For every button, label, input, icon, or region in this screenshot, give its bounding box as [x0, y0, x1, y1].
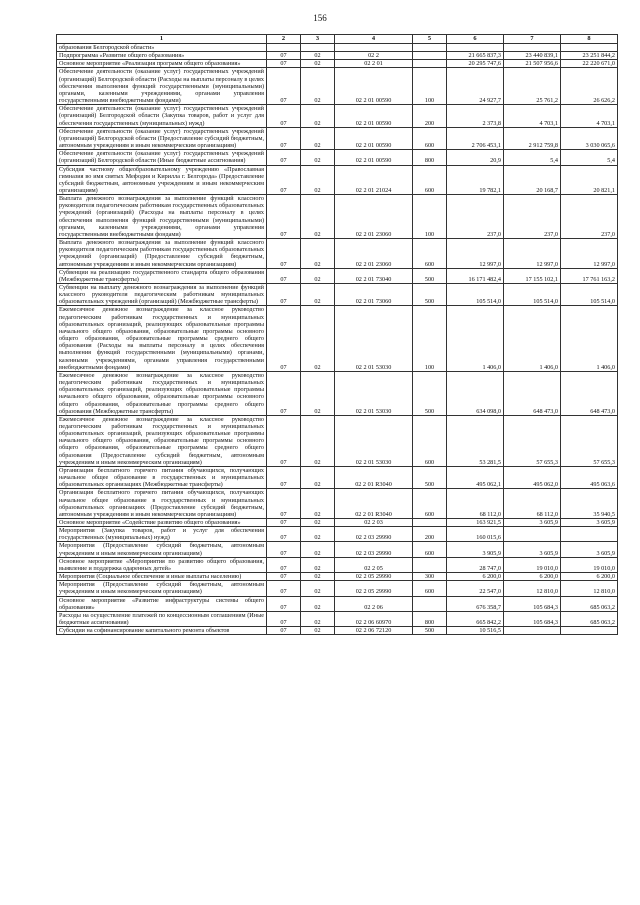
- amount-year-1: 53 281,5: [447, 415, 504, 466]
- table-row: [57, 542, 618, 557]
- amount-year-1: 16 171 482,4: [447, 268, 504, 283]
- section-code: 07: [267, 60, 301, 68]
- subsection-code: 02: [301, 150, 335, 165]
- table-row: [57, 68, 618, 105]
- subsection-code: 02: [301, 581, 335, 596]
- amount-year-2: 19 010,0: [504, 557, 561, 572]
- column-header: 4: [335, 35, 413, 44]
- section-code: 07: [267, 105, 301, 127]
- amount-year-1: 665 842,2: [447, 611, 504, 626]
- expense-type-code: 600: [413, 165, 447, 195]
- row-name: Основное мероприятие «Реализация программ общего образования»: [57, 60, 267, 68]
- amount-year-2: 12 997,0: [504, 239, 561, 269]
- row-name: Мероприятия (Предоставление субсидий бюджетным, автономным учреждениям и иным некоммерческим организациям): [57, 542, 267, 557]
- section-code: 07: [267, 573, 301, 581]
- subsection-code: 02: [301, 466, 335, 488]
- subsection-code: 02: [301, 557, 335, 572]
- header-row: [57, 35, 618, 44]
- row-name: Выплата денежного вознаграждения за выполнение функций классного руководителя педагогическим работникам государственных образовательных учреждений (организаций) (Предоставление субсидий бюджетным, автономным учреждениям и иным некоммерческим организациям): [57, 239, 267, 269]
- budget-table: [56, 34, 618, 635]
- subsection-code: 02: [301, 596, 335, 611]
- subsection-code: 02: [301, 268, 335, 283]
- amount-year-1: 160 015,6: [447, 527, 504, 542]
- target-article-code: 02 2 01 53030: [335, 371, 413, 415]
- table-row: [57, 527, 618, 542]
- target-article-code: 02 2 01 00590: [335, 150, 413, 165]
- amount-year-2: 25 761,2: [504, 68, 561, 105]
- amount-year-3: 12 997,0: [561, 239, 618, 269]
- expense-type-code: [413, 52, 447, 60]
- amount-year-1: 105 514,0: [447, 284, 504, 306]
- amount-year-2: 3 605,9: [504, 519, 561, 527]
- section-code: 07: [267, 627, 301, 635]
- row-name: Основное мероприятие «Содействие развитию общего образования»: [57, 519, 267, 527]
- table-row: [57, 239, 618, 269]
- expense-type-code: 200: [413, 105, 447, 127]
- row-name: Субвенции на реализацию государственного стандарта общего образования (Межбюджетные трансферты): [57, 268, 267, 283]
- section-code: 07: [267, 239, 301, 269]
- section-code: 07: [267, 68, 301, 105]
- expense-type-code: [413, 519, 447, 527]
- subsection-code: 02: [301, 165, 335, 195]
- amount-year-1: 495 062,1: [447, 466, 504, 488]
- amount-year-2: 105 684,3: [504, 596, 561, 611]
- table-row: [57, 627, 618, 635]
- table-row: [57, 306, 618, 371]
- subsection-code: 02: [301, 519, 335, 527]
- expense-type-code: 100: [413, 195, 447, 239]
- target-article-code: 02 2 01 R3040: [335, 489, 413, 519]
- table-row: [57, 581, 618, 596]
- amount-year-1: 20 295 747,6: [447, 60, 504, 68]
- amount-year-2: 4 703,1: [504, 105, 561, 127]
- target-article-code: 02 2 03: [335, 519, 413, 527]
- subsection-code: 02: [301, 627, 335, 635]
- subsection-code: 02: [301, 306, 335, 371]
- table-row: [57, 105, 618, 127]
- amount-year-1: 3 905,9: [447, 542, 504, 557]
- amount-year-2: 68 112,0: [504, 489, 561, 519]
- section-code: 07: [267, 306, 301, 371]
- amount-year-1: 12 997,0: [447, 239, 504, 269]
- amount-year-3: 495 063,6: [561, 466, 618, 488]
- amount-year-3: 6 200,0: [561, 573, 618, 581]
- target-article-code: 02 2 01 23060: [335, 195, 413, 239]
- expense-type-code: 300: [413, 573, 447, 581]
- section-code: 07: [267, 284, 301, 306]
- amount-year-2: 17 155 102,1: [504, 268, 561, 283]
- subsection-code: 02: [301, 573, 335, 581]
- table-row: [57, 195, 618, 239]
- table-row: [57, 415, 618, 466]
- expense-type-code: 600: [413, 415, 447, 466]
- subsection-code: 02: [301, 415, 335, 466]
- row-name: Ежемесячное денежное вознаграждение за классное руководство педагогическим работникам государственных и муниципальных образовательных организаций, реализующих образовательные программы начального общего образования, образовательные программы основного общего образования, образовательные программы среднего общего образования (Межбюджетные трансферты): [57, 371, 267, 415]
- expense-type-code: 100: [413, 306, 447, 371]
- expense-type-code: 600: [413, 581, 447, 596]
- expense-type-code: 500: [413, 268, 447, 283]
- target-article-code: 02 2 01: [335, 60, 413, 68]
- subsection-code: 02: [301, 611, 335, 626]
- amount-year-2: 1 406,0: [504, 306, 561, 371]
- row-name: Мероприятия (Предоставление субсидий бюджетным, автономным учреждениям и иным некоммерческим организациям): [57, 581, 267, 596]
- amount-year-3: 4 703,1: [561, 105, 618, 127]
- amount-year-2: 5,4: [504, 150, 561, 165]
- subsection-code: 02: [301, 68, 335, 105]
- section-code: 07: [267, 489, 301, 519]
- amount-year-2: [504, 627, 561, 635]
- amount-year-1: 6 200,0: [447, 573, 504, 581]
- amount-year-3: 35 940,5: [561, 489, 618, 519]
- expense-type-code: 200: [413, 527, 447, 542]
- amount-year-2: 237,0: [504, 195, 561, 239]
- amount-year-1: 68 112,0: [447, 489, 504, 519]
- target-article-code: 02 2 01 53030: [335, 306, 413, 371]
- section-code: 07: [267, 466, 301, 488]
- row-name: Подпрограмма «Развитие общего образования»: [57, 52, 267, 60]
- column-header: 6: [447, 35, 504, 44]
- expense-type-code: 100: [413, 68, 447, 105]
- section-code: 07: [267, 527, 301, 542]
- amount-year-2: 21 507 956,6: [504, 60, 561, 68]
- amount-year-1: 676 358,7: [447, 596, 504, 611]
- amount-year-3: 19 010,0: [561, 557, 618, 572]
- table-row: [57, 44, 618, 52]
- target-article-code: 02 2 05: [335, 557, 413, 572]
- expense-type-code: 500: [413, 371, 447, 415]
- section-code: 07: [267, 519, 301, 527]
- subsection-code: 02: [301, 127, 335, 149]
- target-article-code: 02 2 01 53030: [335, 415, 413, 466]
- table-row: [57, 284, 618, 306]
- amount-year-3: 3 605,9: [561, 542, 618, 557]
- amount-year-3: 3 030 065,6: [561, 127, 618, 149]
- subsection-code: [301, 44, 335, 52]
- table-row: [57, 127, 618, 149]
- expense-type-code: 600: [413, 239, 447, 269]
- amount-year-2: 57 655,3: [504, 415, 561, 466]
- section-code: 07: [267, 581, 301, 596]
- target-article-code: 02 2 01 23060: [335, 239, 413, 269]
- amount-year-3: 237,0: [561, 195, 618, 239]
- amount-year-3: [561, 527, 618, 542]
- table-row: [57, 268, 618, 283]
- expense-type-code: 600: [413, 542, 447, 557]
- target-article-code: 02 2 06 72120: [335, 627, 413, 635]
- amount-year-1: 10 516,5: [447, 627, 504, 635]
- row-name: Основное мероприятие «Мероприятия по развитию общего образования, выявление и поддержка одаренных детей»: [57, 557, 267, 572]
- amount-year-1: [447, 44, 504, 52]
- column-header: 7: [504, 35, 561, 44]
- column-header: 5: [413, 35, 447, 44]
- amount-year-1: 21 665 837,3: [447, 52, 504, 60]
- section-code: 07: [267, 415, 301, 466]
- amount-year-2: 20 168,7: [504, 165, 561, 195]
- expense-type-code: 500: [413, 466, 447, 488]
- table-row: [57, 466, 618, 488]
- target-article-code: 02 2 03 29990: [335, 542, 413, 557]
- section-code: 07: [267, 371, 301, 415]
- amount-year-3: [561, 44, 618, 52]
- section-code: 07: [267, 268, 301, 283]
- target-article-code: 02 2: [335, 52, 413, 60]
- amount-year-2: 648 473,0: [504, 371, 561, 415]
- subsection-code: 02: [301, 195, 335, 239]
- row-name: Организация бесплатного горячего питания обучающихся, получающих начальное общее образование в государственных и муниципальных образовательных организациях (Межбюджетные трансферты): [57, 466, 267, 488]
- expense-type-code: 500: [413, 284, 447, 306]
- amount-year-1: 163 921,5: [447, 519, 504, 527]
- amount-year-2: 2 912 759,8: [504, 127, 561, 149]
- expense-type-code: [413, 44, 447, 52]
- target-article-code: 02 2 05 29990: [335, 581, 413, 596]
- table-row: [57, 489, 618, 519]
- amount-year-1: 20,9: [447, 150, 504, 165]
- amount-year-1: 2 373,8: [447, 105, 504, 127]
- row-name: Расходы на осуществление платежей по концессионным соглашениям (Иные бюджетные ассигнования): [57, 611, 267, 626]
- amount-year-2: 105 684,3: [504, 611, 561, 626]
- amount-year-2: 23 440 839,1: [504, 52, 561, 60]
- column-header: 8: [561, 35, 618, 44]
- row-name: Организация бесплатного горячего питания обучающихся, получающих начальное общее образование в государственных и муниципальных образовательных организациях (Предоставление субсидий бюджетным, автономным учреждениям и иным некоммерческим организациям): [57, 489, 267, 519]
- subsection-code: 02: [301, 105, 335, 127]
- subsection-code: 02: [301, 527, 335, 542]
- amount-year-3: 57 655,3: [561, 415, 618, 466]
- row-name: Обеспечение деятельности (оказание услуг) государственных учреждений (организаций) Белгородской области (Закупка товаров, работ и услуг для обеспечения государственных (муниципальных) нужд): [57, 105, 267, 127]
- amount-year-1: 237,0: [447, 195, 504, 239]
- target-article-code: 02 2 06 60970: [335, 611, 413, 626]
- amount-year-1: 28 747,0: [447, 557, 504, 572]
- amount-year-1: 22 547,0: [447, 581, 504, 596]
- amount-year-2: 12 810,0: [504, 581, 561, 596]
- expense-type-code: 800: [413, 150, 447, 165]
- target-article-code: 02 2 01 21024: [335, 165, 413, 195]
- amount-year-1: 19 782,1: [447, 165, 504, 195]
- amount-year-3: 12 810,0: [561, 581, 618, 596]
- row-name: Мероприятия (Социальное обеспечение и иные выплаты населению): [57, 573, 267, 581]
- table-row: [57, 611, 618, 626]
- column-header: 1: [57, 35, 267, 44]
- table-row: [57, 150, 618, 165]
- amount-year-1: 24 927,7: [447, 68, 504, 105]
- page-number: 156: [313, 13, 327, 23]
- subsection-code: 02: [301, 284, 335, 306]
- table-row: [57, 519, 618, 527]
- table-row: [57, 60, 618, 68]
- section-code: 07: [267, 52, 301, 60]
- amount-year-2: 495 062,0: [504, 466, 561, 488]
- expense-type-code: [413, 596, 447, 611]
- amount-year-3: 20 821,1: [561, 165, 618, 195]
- subsection-code: 02: [301, 239, 335, 269]
- target-article-code: [335, 44, 413, 52]
- table-row: [57, 557, 618, 572]
- row-name: Субвенции на выплату денежного вознаграждения за выполнение функций классного руководителя педагогическим работникам муниципальных образовательных учреждений (организаций) (Межбюджетные трансферты): [57, 284, 267, 306]
- expense-type-code: [413, 60, 447, 68]
- target-article-code: 02 2 01 R3040: [335, 466, 413, 488]
- section-code: 07: [267, 557, 301, 572]
- row-name: Обеспечение деятельности (оказание услуг) государственных учреждений (организаций) Белгородской области (Предоставление субсидий бюджетным, автономным учреждениям и иным некоммерческим организациям): [57, 127, 267, 149]
- row-name: Обеспечение деятельности (оказание услуг) государственных учреждений (организаций) Белгородской области (Иные бюджетные ассигнования): [57, 150, 267, 165]
- subsection-code: 02: [301, 489, 335, 519]
- section-code: 07: [267, 165, 301, 195]
- section-code: 07: [267, 195, 301, 239]
- target-article-code: 02 2 01 73060: [335, 284, 413, 306]
- target-article-code: 02 2 03 29990: [335, 527, 413, 542]
- subsection-code: 02: [301, 60, 335, 68]
- amount-year-3: 105 514,0: [561, 284, 618, 306]
- section-code: 07: [267, 127, 301, 149]
- row-name: Мероприятия (Закупка товаров, работ и услуг для обеспечения государственных (муниципальных) нужд): [57, 527, 267, 542]
- row-name: Выплата денежного вознаграждения за выполнение функций классного руководителя педагогическим работникам государственных образовательных учреждений (организаций) (Расходы на выплаты персоналу в целях обеспечения выполнения функций государственными (муниципальными) органами, казенными учреждениями, органами управления государственными внебюджетными фондами): [57, 195, 267, 239]
- row-name: Ежемесячное денежное вознаграждение за классное руководство педагогическим работникам государственных и муниципальных образовательных организаций, реализующих образовательные программы начального общего образования, образовательные программы основного общего образования, образовательные программы среднего общего образования (Расходы на выплаты персоналу в целях обеспечения выполнения функций государственными (муниципальными) органами, казенными учреждениями, органами управления государственными внебюджетными фондами): [57, 306, 267, 371]
- amount-year-3: 23 251 844,2: [561, 52, 618, 60]
- amount-year-1: 1 406,0: [447, 306, 504, 371]
- expense-type-code: [413, 557, 447, 572]
- target-article-code: 02 2 06: [335, 596, 413, 611]
- expense-type-code: 800: [413, 611, 447, 626]
- table-row: [57, 371, 618, 415]
- target-article-code: 02 2 01 73040: [335, 268, 413, 283]
- section-code: 07: [267, 542, 301, 557]
- target-article-code: 02 2 01 00590: [335, 105, 413, 127]
- row-name: Субсидии на софинансирование капитального ремонта объектов: [57, 627, 267, 635]
- amount-year-1: 634 098,0: [447, 371, 504, 415]
- amount-year-3: 685 063,2: [561, 596, 618, 611]
- table-row: [57, 165, 618, 195]
- section-code: 07: [267, 150, 301, 165]
- row-name: Ежемесячное денежное вознаграждение за классное руководство педагогическим работникам государственных и муниципальных образовательных организаций, реализующих образовательные программы начального общего образования, образовательные программы основного общего образования, образовательные программы среднего общего образования (Предоставление субсидий бюджетным, автономным учреждениям и иным некоммерческим организациям): [57, 415, 267, 466]
- amount-year-3: [561, 627, 618, 635]
- amount-year-3: 685 063,2: [561, 611, 618, 626]
- section-code: 07: [267, 611, 301, 626]
- expense-type-code: 600: [413, 127, 447, 149]
- amount-year-2: 3 605,9: [504, 542, 561, 557]
- amount-year-3: 3 605,9: [561, 519, 618, 527]
- amount-year-3: 5,4: [561, 150, 618, 165]
- amount-year-2: [504, 527, 561, 542]
- section-code: [267, 44, 301, 52]
- amount-year-1: 2 706 453,1: [447, 127, 504, 149]
- amount-year-3: 26 626,2: [561, 68, 618, 105]
- subsection-code: 02: [301, 371, 335, 415]
- expense-type-code: 600: [413, 489, 447, 519]
- table-row: [57, 573, 618, 581]
- amount-year-3: 1 406,0: [561, 306, 618, 371]
- expense-type-code: 500: [413, 627, 447, 635]
- column-header: 2: [267, 35, 301, 44]
- amount-year-3: 17 761 163,2: [561, 268, 618, 283]
- amount-year-2: [504, 44, 561, 52]
- target-article-code: 02 2 01 00590: [335, 68, 413, 105]
- row-name: Обеспечение деятельности (оказание услуг) государственных учреждений (организаций) Белгородской области (Расходы на выплаты персоналу в целях обеспечения выполнения функций государственными (муниципальными) органами, казенными учреждениями, органами управления государственными внебюджетными фондами): [57, 68, 267, 105]
- amount-year-3: 648 473,0: [561, 371, 618, 415]
- row-name: Основное мероприятие «Развитие инфраструктуры системы общего образования»: [57, 596, 267, 611]
- subsection-code: 02: [301, 52, 335, 60]
- row-name: Субсидия частному общеобразовательному учреждению «Православная гимназия во имя святых Мефодия и Кирилла г. Белгорода» (Предоставление субсидий бюджетным, автономным учреждениям и иным некоммерческим организациям): [57, 165, 267, 195]
- target-article-code: 02 2 01 00590: [335, 127, 413, 149]
- table-row: [57, 596, 618, 611]
- amount-year-3: 22 220 671,0: [561, 60, 618, 68]
- table-row: [57, 52, 618, 60]
- section-code: 07: [267, 596, 301, 611]
- row-name: образования Белгородской области»: [57, 44, 267, 52]
- target-article-code: 02 2 05 29990: [335, 573, 413, 581]
- column-header: 3: [301, 35, 335, 44]
- amount-year-2: 6 200,0: [504, 573, 561, 581]
- subsection-code: 02: [301, 542, 335, 557]
- amount-year-2: 105 514,0: [504, 284, 561, 306]
